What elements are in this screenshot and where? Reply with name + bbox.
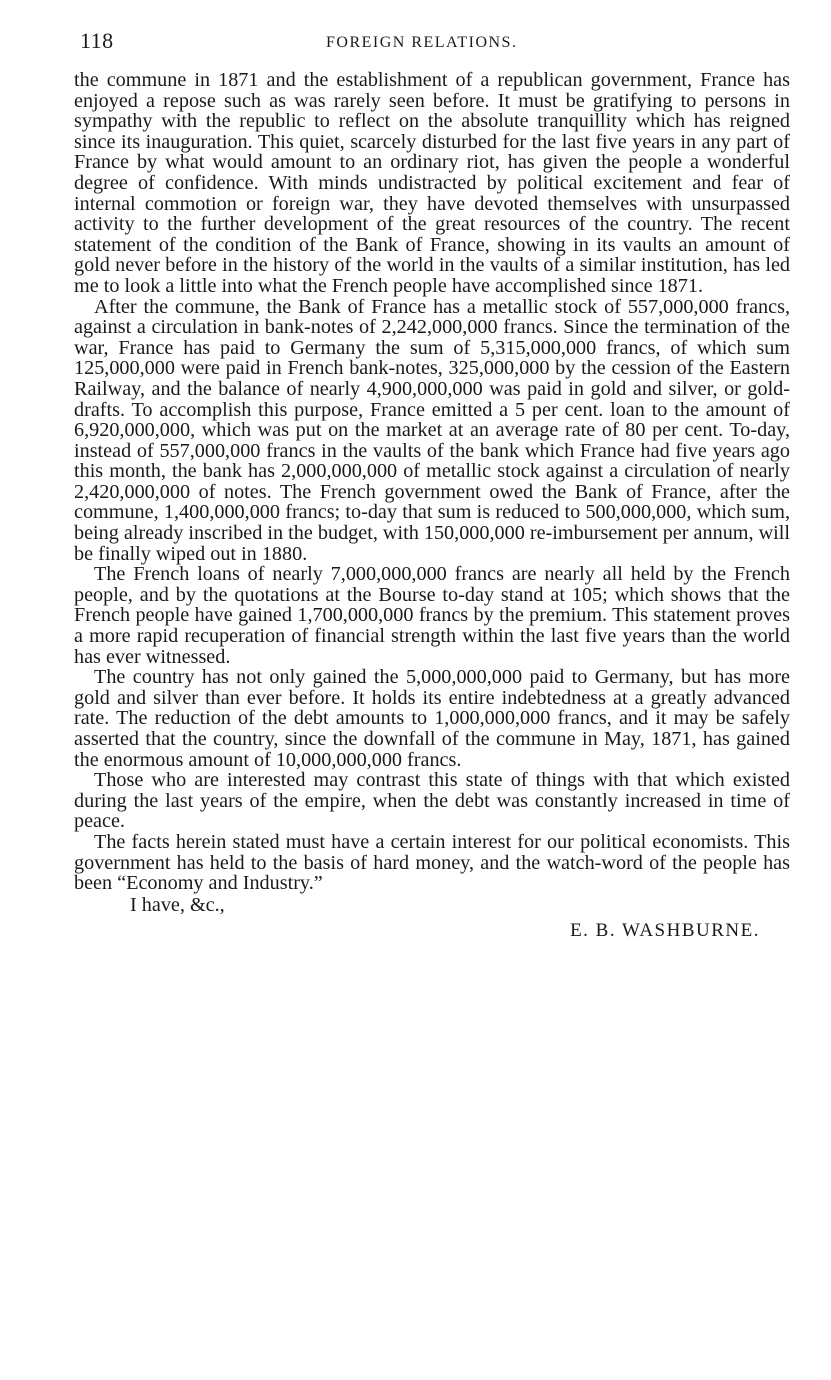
closing-line: I have, &c., xyxy=(130,893,225,916)
signature: E. B. WASHBURNE. xyxy=(570,919,760,941)
paragraph-bank-of-france: After the commune, the Bank of France has a metallic stock of 557,000,000 francs, against a circulation in bank-notes of 2,242,000,000 francs. Since the termination of the war, France has paid to Germany the sum of 5,315,000,000 francs, of which sum 125,000,000 were paid in French bank-notes, 325,000,000 by the cession of the Eastern Railway, and the balance of nearly 4,900,000,000 was paid in gold and silver, or gold-drafts. To accomplish this purpose, France emitted a 5 per cent. loan to the amount of 6,920,000,000, which was put on the market at an average rate of 80 per cent. To-day, instead of 557,000,000 francs in the vaults of the bank which France had five years ago this month, the bank has 2,000,000,000 of metallic stock against a circulation of nearly 2,420,000,000 of notes. The French government owed the Bank of France, after the commune, 1,400,000,000 francs; to-day that sum is reduced to 500,000,000, which sum, being already inscribed in the budget, with 150,000,000 re-imbursement per annum, will be finally wiped out in 1880. xyxy=(74,295,790,565)
paragraph-continuation: the commune in 1871 and the establishment of a republican government, France has enjoyed a repose such as was rarely seen before. It must be gratifying to persons in sympathy with the republic to reflect on the absolute tranquillity which has reigned since its inauguration. This quiet, scarcely disturbed for the last five years in any part of France by what would amount to an ordinary riot, has given the people a wonderful degree of confidence. With minds undistracted by political excitement and fear of internal commotion or foreign war, they have devoted themselves with unsurpassed activity to the further development of the great resources of the country. The recent statement of the condition of the Bank of France, showing in its vaults an amount of gold never before in the history of the world in the vaults of a similar institution, has led me to look a little into what the French people have accomplished since 1871. xyxy=(74,69,790,297)
paragraph-contrast-empire: Those who are interested may contrast this state of things with that which existed during the last years of the empire, when the debt was constantly increased in time of peace. xyxy=(74,769,790,833)
page-number: 118 xyxy=(80,28,114,53)
running-title: FOREIGN RELATIONS. xyxy=(326,34,518,51)
letter-body xyxy=(74,70,790,894)
paragraph-french-loans: The French loans of nearly 7,000,000,000 francs are nearly all held by the French people, and by the quotations at the Bourse to-day stand at 105; which shows that the French people have gained 1,700,000,000 francs by the premium. This statement proves a more rapid recuperation of financial strength within the last five years than the world has ever witnessed. xyxy=(74,563,790,668)
paragraph-political-economists: The facts herein stated must have a certain interest for our political economists. This government has held to the basis of hard money, and the watch-word of the people has been “Economy and Industry.” xyxy=(74,830,790,895)
document-page xyxy=(74,24,790,942)
paragraph-country-gains: The country has not only gained the 5,000,000,000 paid to Germany, but has more gold and silver than ever before. It holds its entire indebtedness at a greatly advanced rate. The reduction of the debt amounts to 1,000,000,000 francs, and it may be safely asserted that the country, since the downfall of the commune in May, 1871, has gained the enormous amount of 10,000,000,000 francs. xyxy=(74,666,790,771)
running-head xyxy=(74,24,790,56)
